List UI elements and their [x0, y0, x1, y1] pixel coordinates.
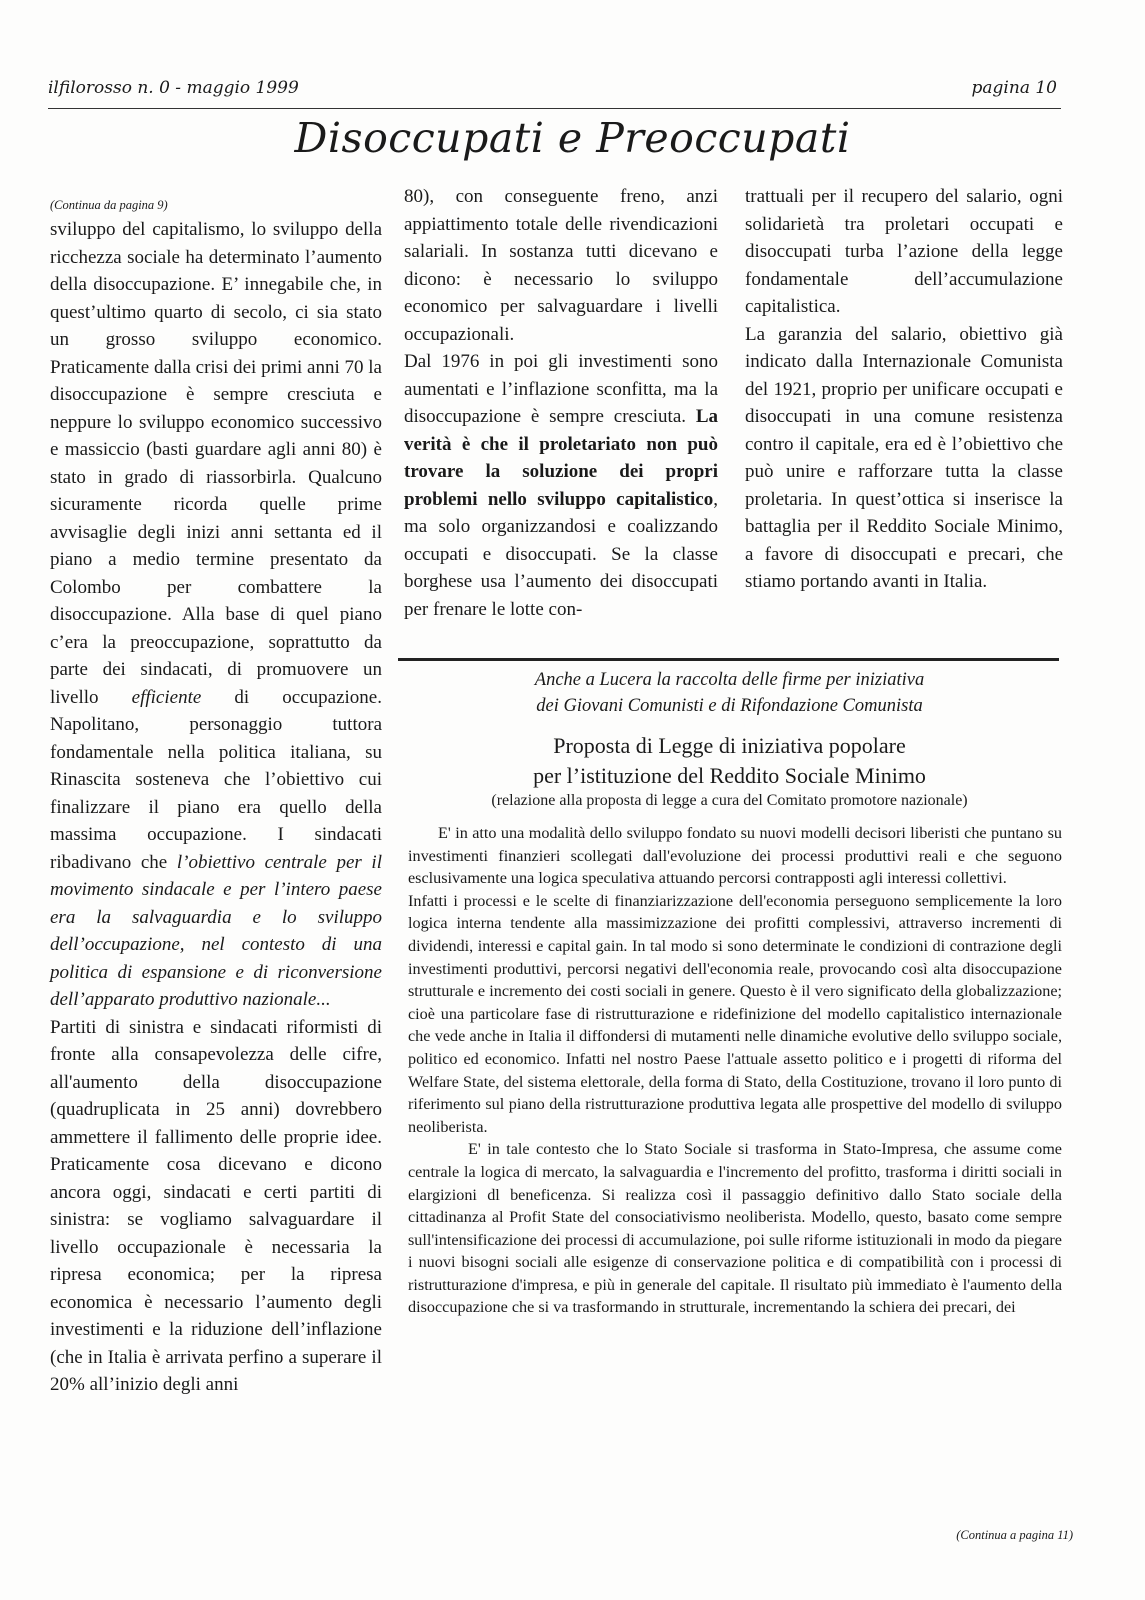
- right-column: [745, 183, 1063, 596]
- right-text-2: La garanzia del salario, obiettivo già indicato dalla Internazionale Comunista del 1921, proprio per unificare occupati e disoccupati in una comune resistenza contro il capitale, era ed è l’obiettivo che può unire e rafforzare tutta la classe proletaria. In quest’ottica si inserisce la battaglia per il Reddito Sociale Minimo, a favore di disoccupati e precari, che stiamo portando avanti in Italia.: [745, 323, 1063, 592]
- article-kicker: [398, 667, 1061, 719]
- article-note: (relazione alla proposta di legge a cura del Comitato promotore nazionale): [491, 792, 968, 809]
- article-paragraph-3: E' in tale contesto che lo Stato Sociale si trasforma in Stato-Impresa, che assume come centrale la logica di mercato, la salvaguardia e l'incremento del profitto, trasforma i diritti sociali in elargizioni dl beneficenza. Si realizza così il passaggio definitivo dallo Stato sociale della cittadinanza al Profit State del consociativismo neoliberista. Modello, questo, basato come sempre sull'intensificazione dei processi di accumulazione, poi sulle riforme istituzionali in modo da piegare i nuovi bisogni sociali alle esigenze di conservazione politica e di compatibilità con i processi di ristrutturazione d'impresa, e più in generale del capitale. Il risultato più immediato è l'aumento della disoccupazione che si va trasformando in strutturale, incrementando la schiera dei precari, dei: [408, 1140, 1062, 1317]
- left-column-text: [50, 216, 382, 1014]
- continued-from-note: (Continua da pagina 9): [50, 198, 168, 212]
- middle-column: [404, 183, 718, 623]
- middle-text-1: 80), con conseguente freno, anzi appiattimento totale delle rivendicazioni salariali. In sostanza tutti dicevano e dicono: è necessario lo sviluppo economico per salvaguardare i livelli occupazionali.: [404, 186, 718, 345]
- middle-text-3: , ma solo organizzandosi e coalizzando occupati e disoccupati. Se la classe borghese usa l’aumento dei disoccupati per frenare le lotte con-: [404, 488, 718, 620]
- right-text-1: trattuali per il recupero del salario, ogni solidarietà tra proletari occupati e disoccupati turba l’azione della legge fondamentale dell’accumulazione capitalistica.: [745, 186, 1063, 317]
- middle-paragraph-2: [404, 348, 718, 623]
- left-text-2: di occupazione. Napolitano, personaggio tuttora fondamentale nella politica italiana, su Rinascita sosteneva che l’obiettivo cui finalizzare il piano era quello della massima occupazione. I sindacati ribadivano che: [50, 686, 382, 873]
- left-italic-quote: l’obiettivo centrale per il movimento sindacale e per l’intero paese era la salvaguardia e lo sviluppo dell’occupazione, nel contesto di una politica di espansione e di riconversione dell’apparato produttivo nazionale...: [50, 851, 382, 1010]
- article-title-line-1: Proposta di Legge di iniziativa popolare: [553, 733, 906, 758]
- article-paragraph-1: E' in atto una modalità dello sviluppo fondato su nuovi modelli decisori liberisti che puntano su investimenti finanzieri scollegati dall'evoluzione dei processi produttivi reali e che seguono esclusivamente una logica speculativa attuando percorsi contrapposti agli interessi collettivi.: [408, 824, 1062, 888]
- middle-text-2: Dal 1976 in poi gli investimenti sono aumentati e l’inflazione sconfitta, ma la disoccupazione è sempre cresciuta.: [404, 351, 718, 427]
- kicker-line-1: Anche a Lucera la raccolta delle firme per iniziativa: [534, 670, 925, 690]
- page-title: Disoccupati e Preoccupati: [294, 114, 851, 162]
- continued-to-note: (Continua a pagina 11): [956, 1528, 1073, 1542]
- kicker-line-2: dei Giovani Comunisti e di Rifondazione Comunista: [536, 696, 923, 716]
- article-title-line-2: per l’istituzione del Reddito Sociale Minimo: [533, 763, 926, 788]
- page-number: pagina 10: [971, 78, 1057, 98]
- left-italic-1: efficiente: [131, 686, 202, 708]
- middle-bold-statement: La verità è che il proletariato non può trovare la soluzione dei propri problemi nello sviluppo capitalistico: [404, 406, 718, 510]
- left-column-text-2: Partiti di sinistra e sindacati riformisti di fronte alla consapevolezza delle cifre, all'aumento della disoccupazione (quadruplicata in 25 anni) dovrebbero ammettere il fallimento delle proprie idee. Praticamente cosa dicevano e dicono ancora oggi, sindacati e certi partiti di sinistra: se vogliamo salvaguardare il livello occupazionale è necessaria la ripresa economica; per la ripresa economica è necessario l’aumento degli investimenti e la riduzione dell’inflazione (che in Italia è arrivata perfino a superare il 20% all’inizio degli anni: [50, 1016, 382, 1395]
- left-column: [50, 196, 382, 1399]
- section-divider: [398, 658, 1059, 661]
- header-rule: [48, 108, 1061, 109]
- article-body: [408, 822, 1062, 1319]
- masthead-issue: ilfilorosso n. 0 - maggio 1999: [48, 78, 299, 98]
- left-text-1: sviluppo del capitalismo, lo sviluppo della ricchezza sociale ha determinato l’aumento della disoccupazione. E’ innegabile che, in quest’ultimo quarto di secolo, ci sia stato un grosso sviluppo economico. Praticamente dalla crisi dei primi anni 70 la disoccupazione è sempre cresciuta e neppure lo sviluppo economico successivo e massiccio (basti guardare agli anni 80) è stato in grado di riassorbirla. Qualcuno sicuramente ricorda quelle prime avvisaglie degli inizi anni settanta ed il piano a medio termine presentato da Colombo per combattere la disoccupazione. Alla base di quel piano c’era la preoccupazione, soprattutto da parte dei sindacati, di promuovere un livello: [50, 219, 382, 708]
- article-title: [398, 731, 1061, 791]
- article-paragraph-2: Infatti i processi e le scelte di finanziarizzazione dell'economia perseguono semplicemente la loro logica interna tendente alla massimizzazione dei profitti complessivi, attraverso incrementi di dividendi, interessi e capital gain. In tal modo si sono determinate le condizioni di contrazione degli investimenti produttivi, percorsi negativi dell'economia reale, provocando così alta disoccupazione strutturale e incremento dei costi sociali in genere. Questo è il vero significato della globalizzazione; cioè una particolare fase di ristrutturazione e ridefinizione del modello capitalistico internazionale che vede anche in Italia il diffondersi di mutamenti nelle dinamiche evolutive dello sviluppo sociale, politico ed economico. Infatti nel nostro Paese l'attuale assetto politico e i progetti di riforma del Welfare State, del sistema elettorale, della forma di Stato, della Costituzione, trovano il loro punto di riferimento sul piano della ristrutturazione produttiva legata alle prospettive del modello di sviluppo neoliberista.: [408, 891, 1062, 1136]
